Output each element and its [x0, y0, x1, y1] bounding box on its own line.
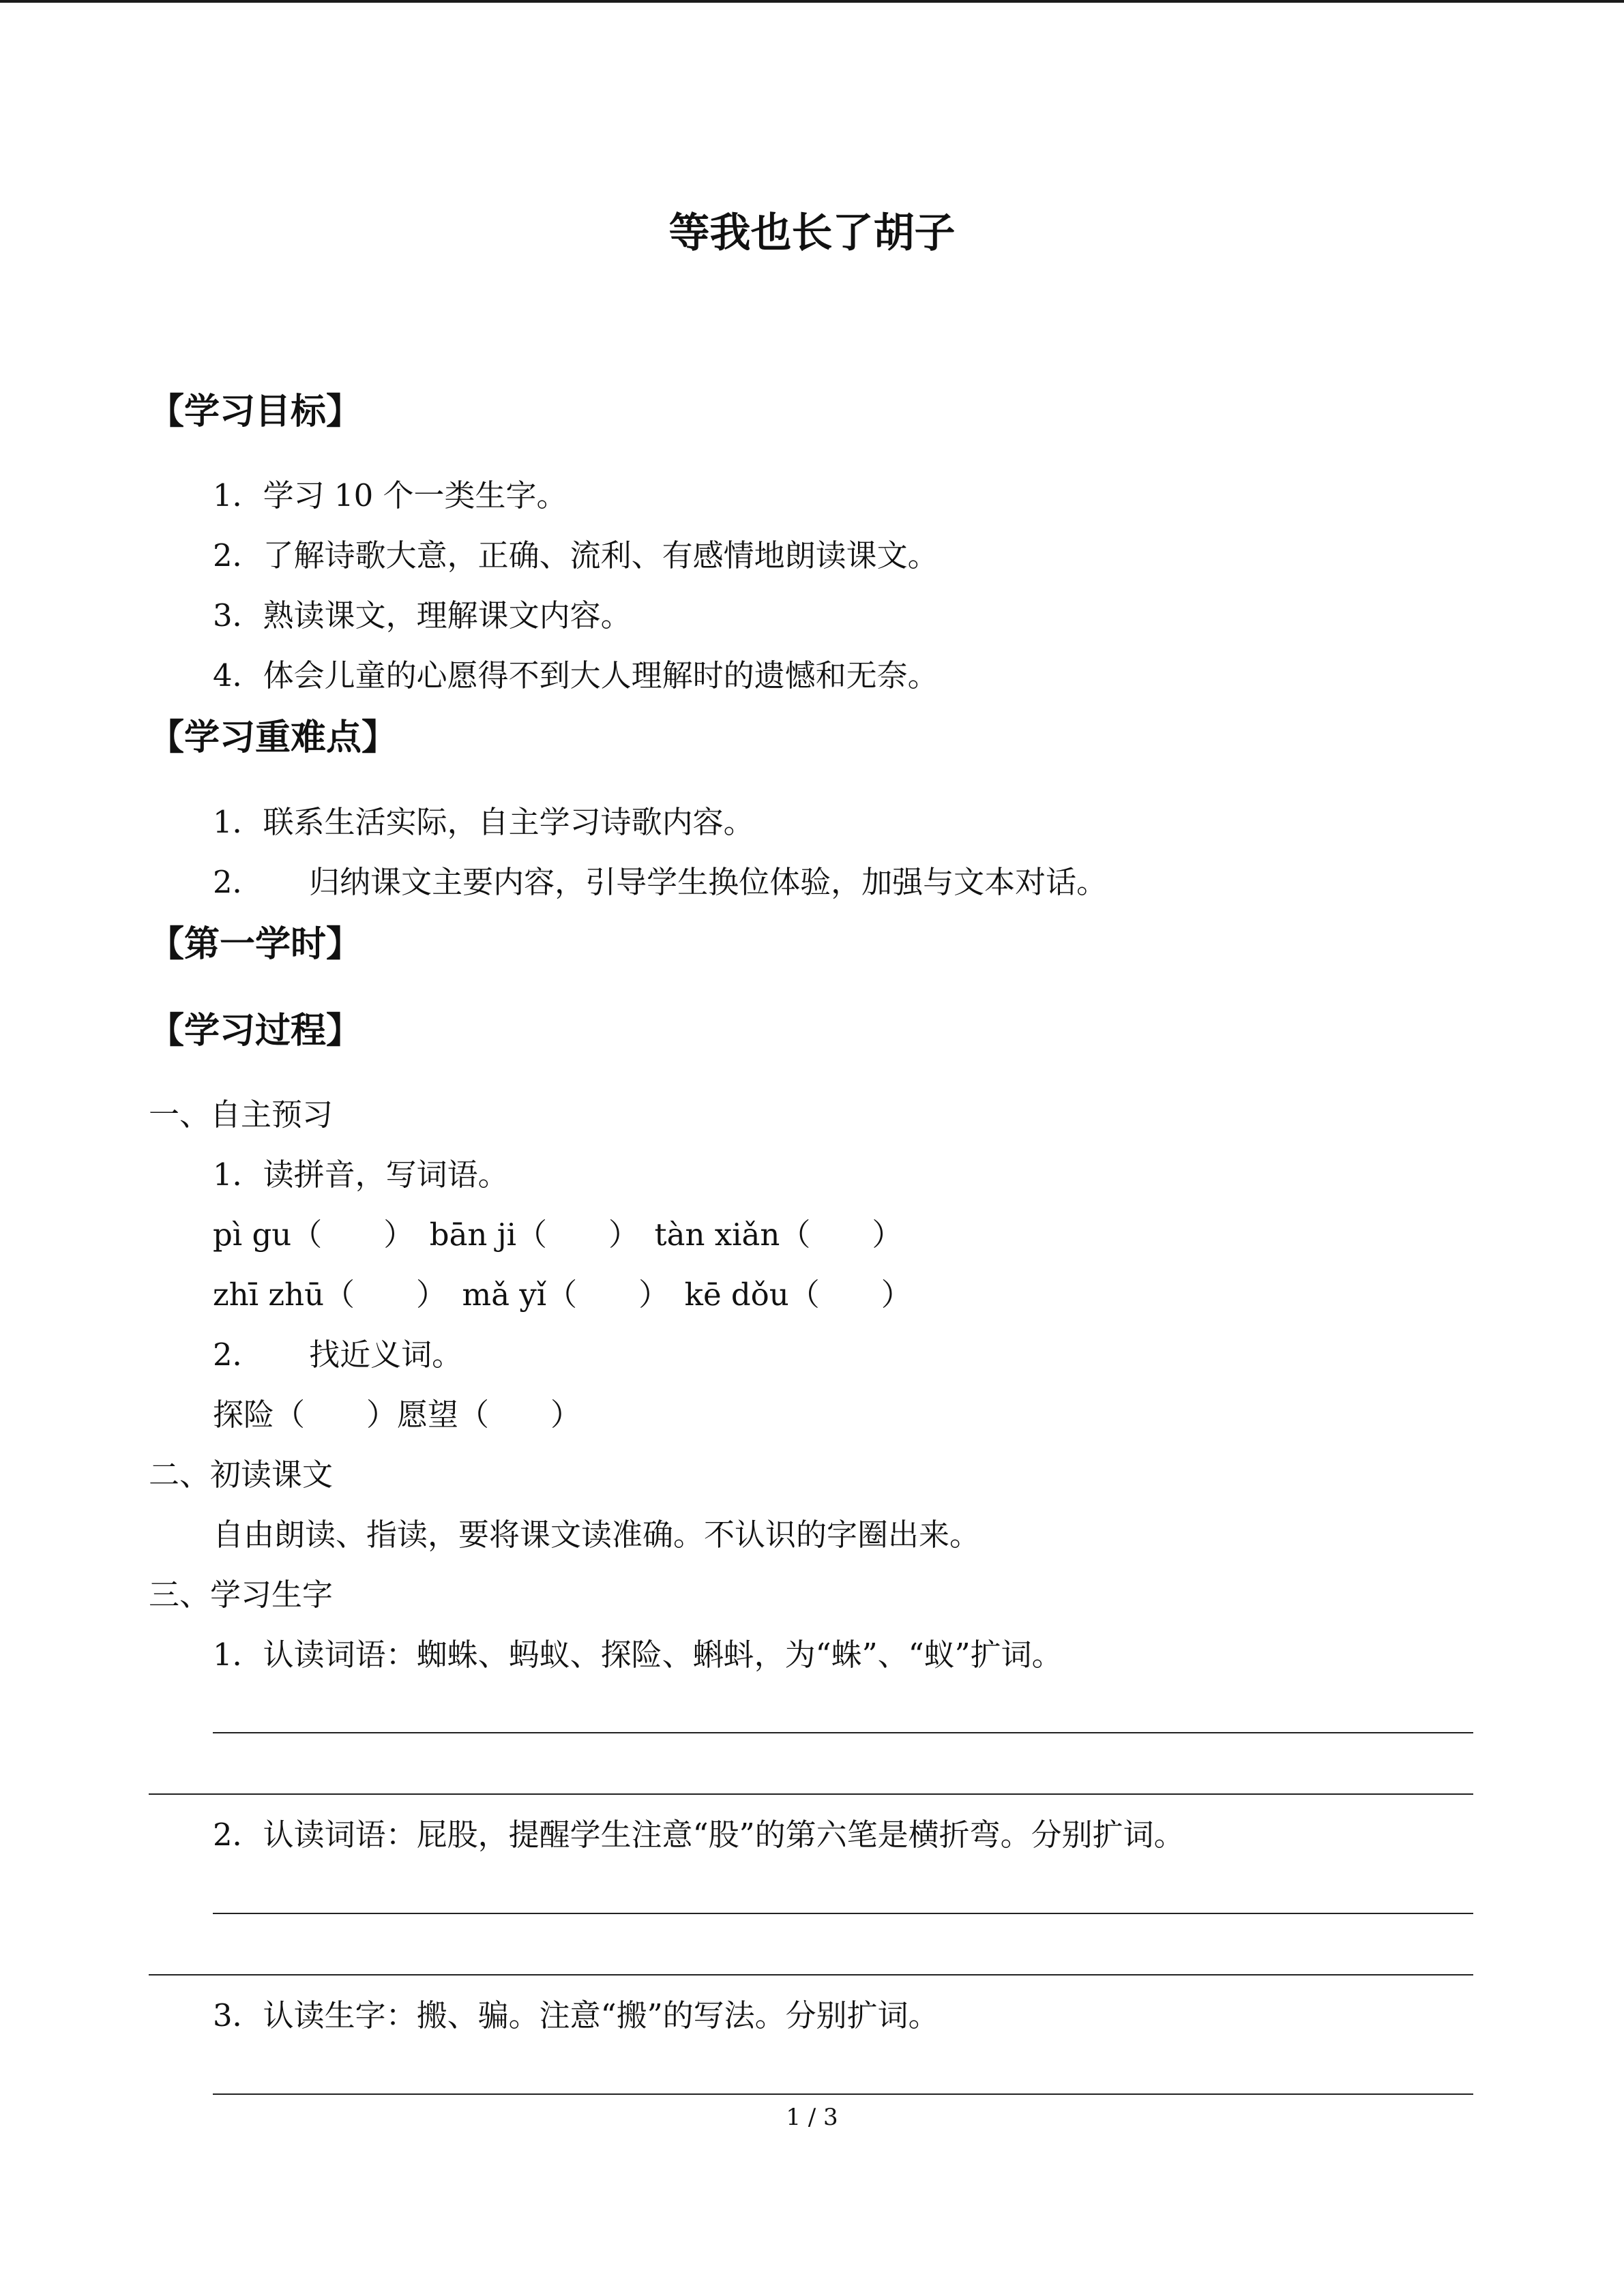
process-heading: 【学习过程】 [149, 1011, 362, 1052]
section3-title: 三、学习生字 [149, 1577, 334, 1613]
pinyin-row-1: pì gu（ ） bān ji（ ） tàn xiǎn（ ） [213, 1217, 903, 1253]
key-points-heading: 【学习重难点】 [149, 717, 398, 758]
answer-line[interactable] [149, 1974, 1473, 1976]
section3-question-2: 2．认读词语：屁股，提醒学生注意“股”的第六笔是横折弯。分别扩词。 [213, 1817, 1185, 1853]
answer-line[interactable] [213, 1913, 1473, 1914]
page-title: 等我也长了胡子 [668, 209, 956, 257]
objectives-heading: 【学习目标】 [149, 391, 362, 432]
section3-question-1: 1．认读词语：蜘蛛、蚂蚁、探险、蝌蚪，为“蛛”、“蚁”扩词。 [213, 1637, 1063, 1673]
section2-text: 自由朗读、指读，要将课文读准确。不认识的字圈出来。 [213, 1517, 981, 1553]
answer-line[interactable] [213, 1732, 1473, 1733]
lesson-heading: 【第一学时】 [149, 924, 362, 965]
section1-question-2: 2． 找近义词。 [213, 1337, 463, 1373]
answer-line[interactable] [149, 1793, 1473, 1795]
section3-question-3: 3．认读生字：搬、骗。注意“搬”的写法。分别扩词。 [213, 1997, 939, 2033]
pinyin-row-2: zhī zhū（ ） mǎ yǐ（ ） kē dǒu（ ） [213, 1277, 912, 1313]
section2-title: 二、初读课文 [149, 1457, 334, 1493]
answer-line[interactable] [213, 2093, 1473, 2095]
key-point-item-1: 1．联系生活实际，自主学习诗歌内容。 [213, 804, 754, 840]
section1-title: 一、自主预习 [149, 1097, 334, 1133]
objective-item-1: 1．学习 10 个一类生字。 [213, 477, 567, 513]
objective-item-4: 4．体会儿童的心愿得不到大人理解时的遗憾和无奈。 [213, 657, 939, 694]
objective-item-2: 2．了解诗歌大意，正确、流利、有感情地朗读课文。 [213, 537, 939, 573]
page-number: 1 / 3 [786, 2104, 838, 2131]
objective-item-3: 3．熟读课文，理解课文内容。 [213, 597, 632, 633]
synonym-blanks: 探险（ ）愿望（ ） [213, 1397, 582, 1433]
section1-question-1: 1．读拼音，写词语。 [213, 1157, 509, 1193]
page-top-border [0, 0, 1624, 3]
key-point-item-2: 2． 归纳课文主要内容，引导学生换位体验，加强与文本对话。 [213, 864, 1108, 900]
